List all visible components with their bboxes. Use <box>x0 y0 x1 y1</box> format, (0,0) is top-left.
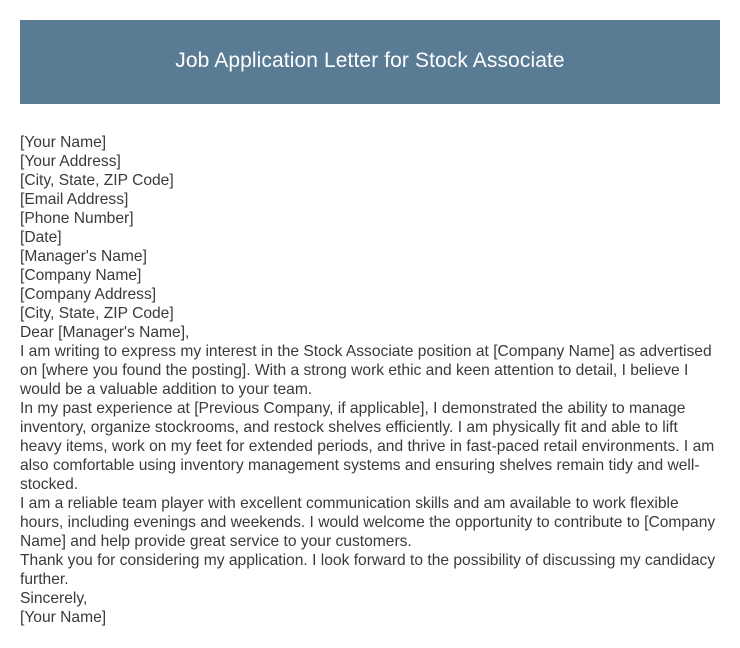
page-title: Job Application Letter for Stock Associate <box>175 49 565 72</box>
paragraph-thanks: Thank you for considering my application. I look forward to the possibility of discussing my candidacy further. <box>20 552 716 588</box>
recipient-company-name: [Company Name] <box>20 267 142 284</box>
paragraph-teamwork: I am a reliable team player with excellent communication skills and am available to work flexible hours, including evenings and weekends. I would welcome the opportunity to contribute to [Company Name] and help provide great service to your customers. <box>20 495 716 550</box>
letter-date: [Date] <box>20 229 62 246</box>
signature: [Your Name] <box>20 609 107 626</box>
sender-city-state-zip: [City, State, ZIP Code] <box>20 172 174 189</box>
recipient-manager-name: [Manager's Name] <box>20 248 147 265</box>
salutation: Dear [Manager's Name], <box>20 324 190 341</box>
recipient-city-state-zip: [City, State, ZIP Code] <box>20 305 174 322</box>
title-banner <box>20 20 720 104</box>
paragraph-intro: I am writing to express my interest in the Stock Associate position at [Company Name] as advertised on [where you found the posting]. With a strong work ethic and keen attention to detail, I believe I would be a valuable addition to your team. <box>20 343 712 398</box>
letter-body <box>20 133 722 627</box>
sender-phone: [Phone Number] <box>20 210 134 227</box>
sender-address: [Your Address] <box>20 153 121 170</box>
closing: Sincerely, <box>20 590 88 607</box>
paragraph-experience: In my past experience at [Previous Company, if applicable], I demonstrated the ability to manage inventory, organize stockrooms, and restock shelves efficiently. I am physically fit and able to lift heavy items, work on my feet for extended periods, and thrive in fast-paced retail environments. I am also comfortable using inventory management systems and ensuring shelves remain tidy and well-stocked. <box>20 400 715 493</box>
sender-name: [Your Name] <box>20 134 107 151</box>
recipient-company-address: [Company Address] <box>20 286 157 303</box>
sender-email: [Email Address] <box>20 191 129 208</box>
